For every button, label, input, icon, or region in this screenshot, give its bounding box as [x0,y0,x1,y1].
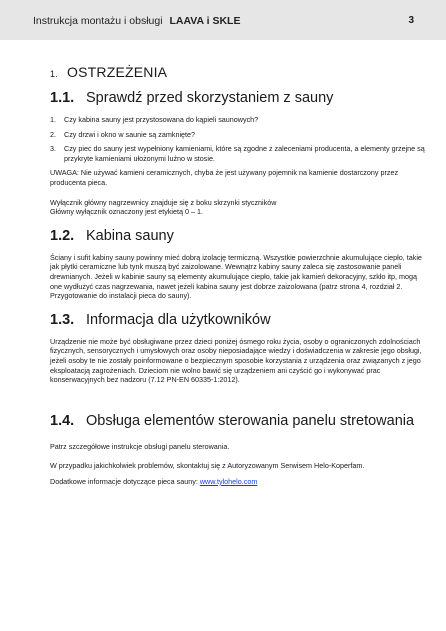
list-item [50,130,430,140]
subsection-title: Sprawdź przed skorzystaniem z sauny [86,90,334,106]
list-item-number: 3. [50,144,56,154]
switch-info-line-1: Wyłącznik główny nagrzewnicy znajduje się z boku skrzynki styczników [50,197,277,207]
more-info-text: Dodatkowe informacje dotyczące pieca sauny: [50,476,200,486]
subsection-heading-1-4 [50,413,430,429]
section-heading [50,64,430,80]
subsection-title: Informacja dla użytkowników [86,311,271,328]
service-paragraph: W przypadku jakichkolwiek problemów, skontaktuj się z Autoryzowanym Serwisem Helo-Koperfam. [50,461,365,471]
warning-paragraph: UWAGA: Nie używać kamieni ceramicznych, chyba że jest używany pojemnik na kamienie dostarczony przez producenta pieca. [50,168,399,187]
document-title-text: Instrukcja montażu i obsługi [33,15,163,27]
subsection-title: Obsługa elementów sterowania panelu stretowania [86,412,415,429]
subsection-number: 1.1. [50,90,75,106]
section-title: OSTRZEŻENIA [67,64,168,80]
checklist [50,115,430,163]
list-item-number: 2. [50,129,56,139]
subsection-number: 1.3. [50,311,75,328]
subsection-heading-1-2 [50,228,430,244]
section-number: 1. [50,69,58,79]
more-info-paragraph [50,477,430,487]
subsection-number: 1.2. [50,227,75,244]
control-panel-paragraph: Patrz szczegółowe instrukcje obsługi panelu sterowania. [50,441,230,451]
list-item-number: 1. [50,115,56,124]
list-item-text: Czy kabina sauny jest przystosowana do kąpieli saunowych? [64,115,259,124]
list-item-text: Czy drzwi i okno w saunie są zamknięte? [64,129,196,139]
subsection-heading-1-1 [50,90,430,106]
subsection-title: Kabina sauny [86,227,174,244]
page-header [0,0,446,40]
list-item-text: Czy piec do sauny jest wypełniony kamieniami, które są zgodne z zaleceniami producenta, a elementy grzejne są przykryte kamieniami ułożonymi luźno w stosie. [64,144,425,163]
page-number: 3 [408,15,414,26]
list-item [50,144,430,163]
product-name: LAAVA i SKLE [169,15,241,27]
subsection-heading-1-3 [50,312,430,328]
switch-info-line-2: Główny wyłącznik oznaczony jest etykietą 0 – 1. [50,207,204,217]
user-info-paragraph: Urządzenie nie może być obsługiwane przez dzieci poniżej ósmego roku życia, osoby o ograniczonych zdolnościach fizycznych, sensorycznych i umysłowych oraz osoby nieposiadające wiedzy i doświadczenia w zakresie jego obsługi, jeżeli osoby te nie zostały poinformowane o bezpiecznym sposobie korzystania z urządzenia oraz związanych z jego eksploatacją zagrożeniach. Dzieciom nie wolno bawić się urządzeniem ani czyścić go i wykonywać prac konserwacyjnych bez nadzoru (7.12 PN-EN 60335-1:2012). [50,336,422,385]
subsection-number: 1.4. [50,412,75,429]
page-content [50,64,430,486]
list-item [50,115,430,125]
cabin-paragraph: Ściany i sufit kabiny sauny powinny mieć dobrą izolację termiczną. Wszystkie powierzchnie akumulujące ciepło, takie jak płytki ceramiczne lub tynk muszą być zaizolowane. Wewnątrz kabiny sauny zaleca się zastosowanie paneli drewnianych. Jeżeli w kabinie sauny są elementy akumulujące ciepło, takie jak kamień dekoracyjny, szkło itp, mogą one wydłużyć czas nagrzewania, nawet jeżeli kabina sauny jest dobrze zaizolowana (patrz strona 4, rozdział 2. Przygotowanie do instalacji pieca do sauny). [50,252,422,301]
document-title [33,15,240,27]
website-link[interactable]: www.tylohelo.com [199,476,258,486]
